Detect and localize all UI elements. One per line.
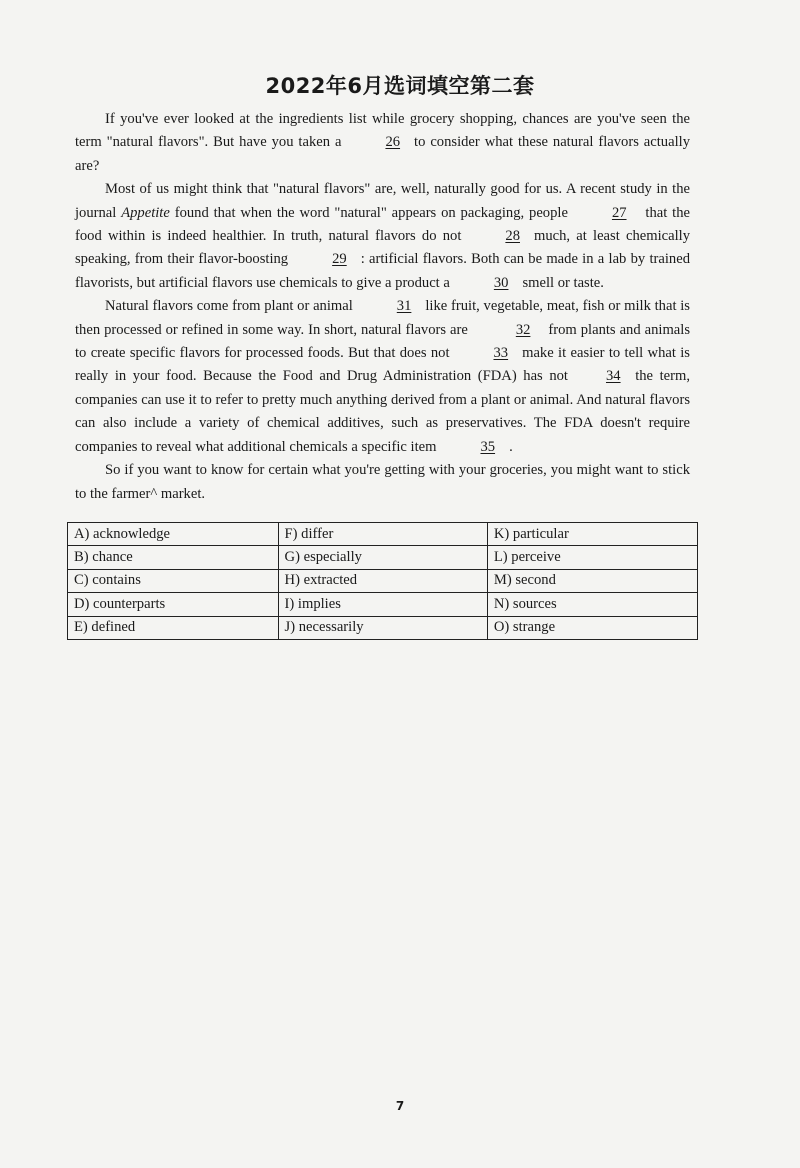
option-cell: G) especially — [278, 546, 487, 569]
table-row — [68, 569, 698, 592]
option-cell: A) acknowledge — [68, 523, 279, 546]
text-segment: make it easier to tell what is really in your food. Because the Food and Drug Administration (FDA) has not — [75, 345, 690, 385]
blank-31: 31 — [396, 298, 412, 315]
option-cell: O) strange — [487, 616, 697, 639]
text-segment: smell or taste. — [522, 274, 604, 291]
option-cell: C) contains — [68, 569, 279, 592]
text-segment: Most of us might think that "natural flavors" are, well, naturally good for us. A recent study in the journal — [75, 181, 690, 221]
paragraph-1 — [75, 108, 690, 178]
paragraph-4 — [75, 459, 690, 506]
paragraph-3 — [75, 295, 690, 459]
blank-34: 34 — [605, 368, 621, 385]
blank-28: 28 — [505, 228, 520, 245]
text-segment: that the food within is indeed healthier. In truth, natural flavors do not — [75, 204, 690, 245]
text-segment: If you've ever looked at the ingredients list while grocery shopping, chances are you've seen the term "natural flavors". But have you taken a — [75, 111, 690, 151]
text-segment: found that when the word "natural" appears on packaging, people — [169, 204, 568, 221]
journal-name: Appetite — [121, 204, 170, 221]
text-segment: the term, companies can use it to refer to pretty much anything derived from a plant or animal. And natural flavors can also include a variety of chemical additives, such as preservatives. The FDA doesn't require companies to reveal what additional chemicals a specific item — [75, 368, 691, 455]
option-cell: K) particular — [487, 523, 697, 546]
text-segment: much, at least chemically speaking, from their flavor-boosting — [75, 228, 690, 268]
blank-33: 33 — [493, 345, 509, 362]
text-segment: from plants and animals to create specific flavors for processed foods. But that does not — [75, 321, 691, 362]
option-cell: F) differ — [278, 523, 487, 546]
text-segment: So if you want to know for certain what you're getting with your groceries, you might want to stick to the farmer^ market. — [75, 462, 690, 502]
text-segment: : artificial flavors. Both can be made in a lab by trained flavorists, but artificial flavors use chemicals to give a product a — [75, 251, 690, 291]
option-cell: J) necessarily — [278, 616, 487, 639]
option-cell: L) perceive — [487, 546, 697, 569]
blank-30: 30 — [493, 274, 509, 291]
table-row — [68, 616, 698, 639]
paragraph-2 — [75, 178, 690, 295]
blank-26: 26 — [385, 134, 401, 151]
text-segment: . — [509, 438, 513, 455]
option-cell: N) sources — [487, 593, 697, 616]
option-cell: B) chance — [68, 546, 279, 569]
option-cell: D) counterparts — [68, 593, 279, 616]
text-segment: Natural flavors come from plant or animal — [105, 298, 353, 315]
page-number: 7 — [395, 1099, 405, 1113]
option-cell: I) implies — [278, 593, 487, 616]
option-cell: H) extracted — [278, 569, 487, 592]
passage — [75, 108, 690, 506]
page-title: 2022年6月选词填空第二套 — [265, 74, 535, 98]
blank-35: 35 — [480, 438, 496, 455]
option-cell: E) defined — [68, 616, 279, 639]
table-row — [68, 523, 698, 546]
table-row — [68, 593, 698, 616]
table-row — [68, 546, 698, 569]
text-segment: like fruit, vegetable, meat, fish or milk that is then processed or refined in some way. In short, natural flavors are — [75, 298, 690, 338]
blank-32: 32 — [515, 321, 531, 338]
word-bank-table — [67, 522, 698, 640]
blank-29: 29 — [332, 251, 347, 268]
option-cell: M) second — [487, 569, 697, 592]
text-segment: to consider what these natural flavors actually are? — [75, 134, 690, 174]
blank-27: 27 — [611, 204, 627, 221]
